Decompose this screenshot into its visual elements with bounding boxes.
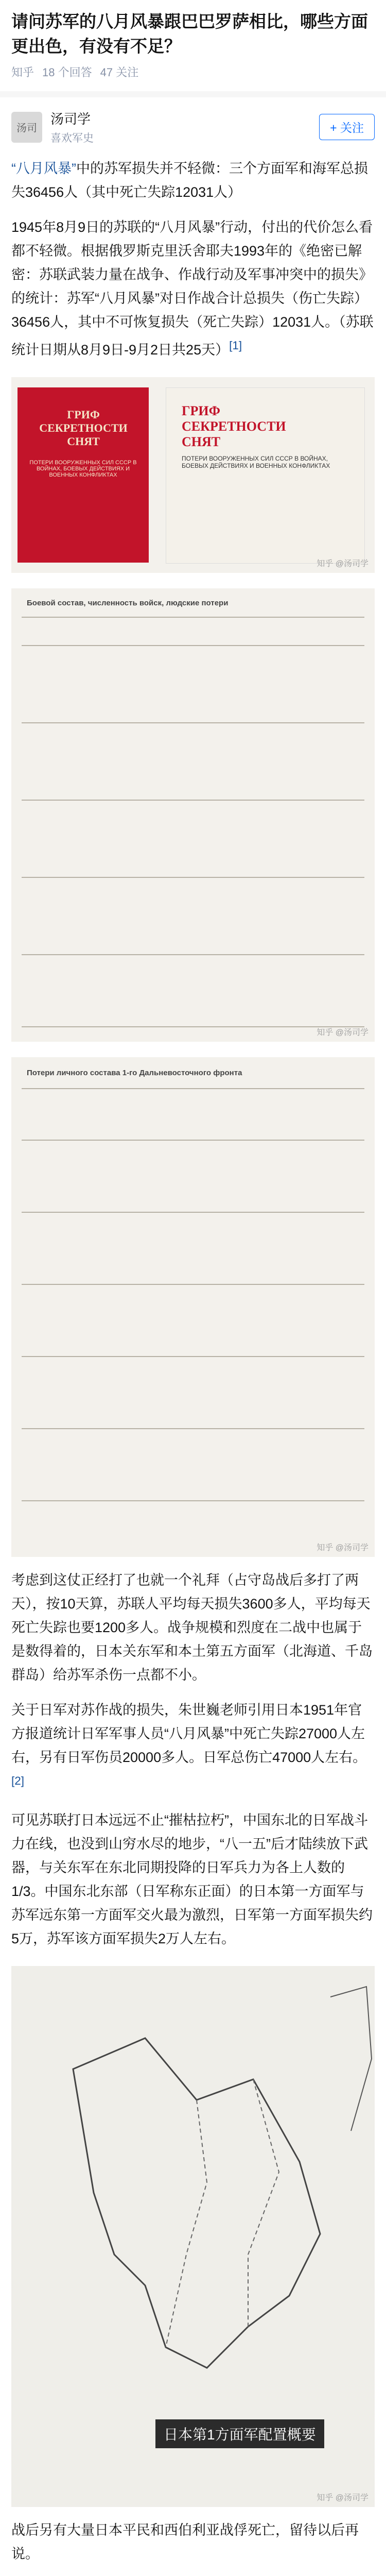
- table-line: [22, 1026, 364, 1027]
- table-line: [22, 954, 364, 955]
- loss-table-figure[interactable]: [11, 588, 375, 1042]
- avatar[interactable]: 汤司: [11, 112, 42, 143]
- follow-button[interactable]: + 关注: [319, 114, 375, 140]
- reference-link[interactable]: [1]: [229, 339, 242, 352]
- table-line: [22, 1140, 364, 1141]
- white-book-cover: [166, 387, 365, 564]
- table-line: [22, 1428, 364, 1429]
- author-name[interactable]: 汤司学: [50, 111, 91, 127]
- table-line: [22, 1284, 364, 1285]
- table-line: [22, 1356, 364, 1357]
- table-header: Потери личного состава 1-го Дальневосточного фронта: [27, 1069, 242, 1077]
- reference-link[interactable]: [2]: [11, 1774, 25, 1787]
- book-title: ГРИФ СЕКРЕТНОСТИ СНЯТ: [182, 403, 286, 449]
- front-loss-table-figure[interactable]: [11, 1057, 375, 1557]
- answer-paragraph: [0, 1698, 386, 1797]
- table-line: [22, 645, 364, 646]
- follower-count: 47 关注: [100, 66, 139, 79]
- table-line: [22, 877, 364, 878]
- answer-count[interactable]: 18 个回答: [42, 66, 92, 79]
- answer-paragraph: 可见苏联打日本远远不止“摧枯拉朽”，中国东北的日军战斗力在线，也没到山穷水尽的地步，“八一五”后才陆续放下武器，与关东军在东北同期投降的日军兵力为各上人数的1/3。中国东北东部（日军称东正面）的日本第一方面军与苏军远东第一方面军交火最为激烈，日军第一方面军损失约5万，苏军该方面军损失2万人左右。: [11, 1812, 373, 1946]
- answer-paragraph: 考虑到这仗正经打了也就一个礼拜（占守岛战后多打了两天），按10天算，苏联人平均每天损失3600多人，平均每天死亡失踪也要1200多人。战争规模和烈度在二战中也属于是数得着的，日本关东军和本土第五方面军（北海道、千岛群岛）给苏军杀伤一点都不小。: [11, 1572, 373, 1683]
- author-info: [50, 109, 319, 145]
- divider: [0, 91, 386, 97]
- book-cover-figure[interactable]: [11, 377, 375, 573]
- answer-paragraph: 战后另有大量日本平民和西伯利亚战俘死亡，留待以后再说。: [11, 2522, 359, 2562]
- image-watermark: 知乎 @汤司学: [317, 2494, 369, 2502]
- table-line: [22, 1500, 364, 1501]
- answer-paragraph: [0, 215, 386, 362]
- book-subtitle: ПОТЕРИ ВООРУЖЕННЫХ СИЛ СССР В ВОЙНАХ, БОЕВЫХ ДЕЙСТВИЯХ И ВОЕННЫХ КОНФЛИКТАХ: [182, 455, 330, 469]
- question-meta: [0, 59, 386, 80]
- author-bio: 喜欢军史: [50, 132, 94, 144]
- paragraph-text: 中的苏军损失并不轻微：三个方面军和海军总损失36456人（其中死亡失踪12031人）: [11, 161, 368, 200]
- book-title: ГРИФ СЕКРЕТНОСТИ СНЯТ: [39, 408, 128, 448]
- book-subtitle: ПОТЕРИ ВООРУЖЕННЫХ СИЛ СССР В ВОЙНАХ, БОЕВЫХ ДЕЙСТВИЯХ И ВОЕННЫХ КОНФЛИКТАХ: [29, 460, 137, 478]
- question-title[interactable]: 请问苏军的八月风暴跟巴巴罗萨相比，哪些方面更出色，有没有不足？: [11, 12, 368, 56]
- table-line: [22, 800, 364, 801]
- table-line: [22, 1212, 364, 1213]
- author-row: [0, 97, 386, 145]
- table-line: [22, 1088, 364, 1089]
- army-deployment-map[interactable]: [11, 1966, 375, 2507]
- paragraph-text: 1945年8月9日的苏联的“八月风暴”行动，付出的代价怎么看都不轻微。根据俄罗斯克里沃舍耶夫1993年的《绝密已解密：苏联武装力量在战争、作战行动及军事冲突中的损失》的统计：苏军“八月风暴”对日作战合计总损失（伤亡失踪）36456人，其中不可恢复损失（死亡失踪）12031人。（苏联统计日期从8月9日-9月2日共25天）: [11, 219, 374, 358]
- keyword-link[interactable]: “八月风暴”: [11, 161, 76, 176]
- table-header: Боевой состав, численность войск, людские потери: [27, 599, 229, 607]
- red-book-cover: [17, 387, 149, 563]
- table-line: [22, 722, 364, 723]
- answer-paragraph: [0, 157, 386, 204]
- site-name[interactable]: 知乎: [11, 66, 34, 79]
- image-watermark: 知乎 @汤司学: [317, 1028, 369, 1037]
- map-caption: 日本第1方面军配置概要: [155, 2419, 324, 2448]
- paragraph-text: 关于日军对苏作战的损失，朱世巍老师引用日本1951年官方报道统计日军军事人员“八月风暴”中死亡失踪27000人左右，另有日军伤员20000多人。日军总伤亡47000人左右。: [11, 1702, 367, 1765]
- image-watermark: 知乎 @汤司学: [317, 560, 369, 568]
- image-watermark: 知乎 @汤司学: [317, 1544, 369, 1552]
- table-line: [22, 617, 364, 618]
